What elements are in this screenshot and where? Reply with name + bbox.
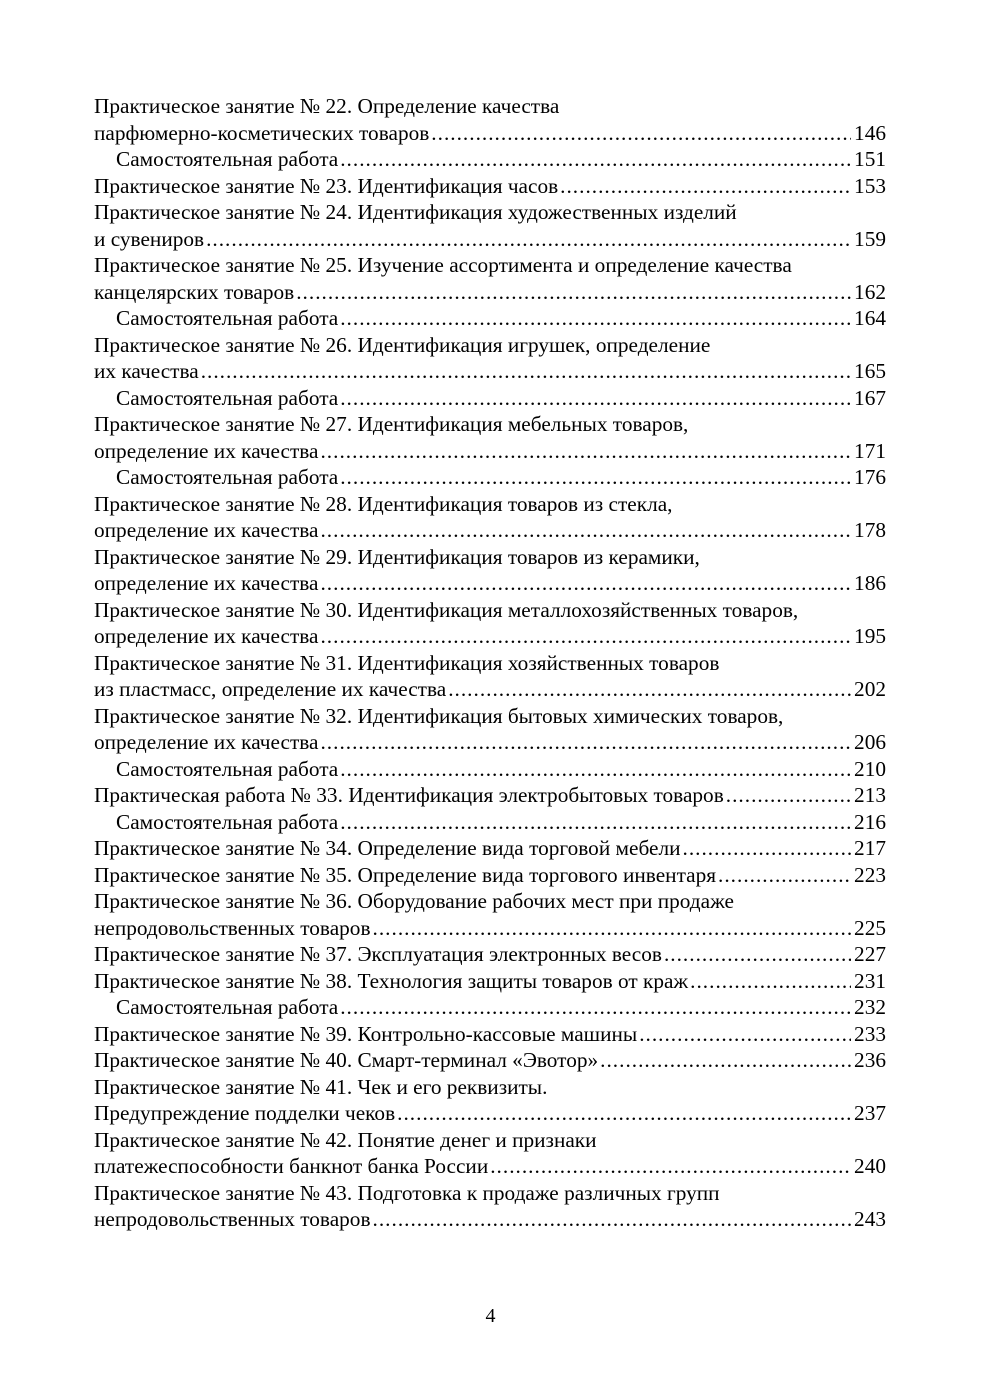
toc-subentry[interactable] — [94, 809, 886, 836]
toc-dot-leader — [320, 570, 851, 597]
toc-entry-line — [94, 173, 886, 200]
toc-entry[interactable] — [94, 1127, 886, 1180]
toc-entry-title: Самостоятельная работа — [116, 147, 339, 171]
toc-entry-line — [94, 305, 886, 332]
toc-entry-line — [94, 862, 886, 889]
toc-entry[interactable] — [94, 650, 886, 703]
toc-dot-leader — [448, 676, 851, 703]
toc-entry-title: Практическое занятие № 31. Идентификация хозяйственных товаров — [94, 650, 720, 675]
toc-entry-line — [94, 1021, 886, 1048]
toc-entry-title: Практическое занятие № 32. Идентификация бытовых химических товаров, — [94, 703, 784, 728]
toc-entry-line — [94, 1206, 886, 1233]
toc-entry[interactable] — [94, 703, 886, 756]
toc-dot-leader — [206, 226, 851, 253]
toc-entry-line — [94, 1074, 886, 1101]
toc-entry-title: определение их качества — [94, 518, 319, 542]
toc-entry-title: Самостоятельная работа — [116, 809, 339, 834]
toc-dot-leader — [340, 756, 851, 783]
toc-entry-title: Практическое занятие № 26. Идентификация игрушек, определение — [94, 332, 711, 357]
toc-entry-title: Предупреждение подделки чеков — [94, 1101, 396, 1125]
toc-entry-line — [94, 1127, 886, 1154]
toc-entry-line — [94, 597, 886, 624]
toc-page-number: 243 — [854, 1207, 886, 1231]
table-of-contents — [94, 93, 886, 1233]
toc-entry-title: Практическая работа № 33. Идентификация электробытовых товаров — [94, 783, 724, 807]
toc-dot-leader — [340, 305, 851, 332]
toc-entry[interactable] — [94, 888, 886, 941]
toc-entry-line — [94, 93, 886, 120]
toc-dot-leader — [664, 941, 851, 968]
toc-subentry[interactable] — [94, 385, 886, 412]
toc-subentry[interactable] — [94, 994, 886, 1021]
toc-entry[interactable] — [94, 862, 886, 889]
toc-entry-title: Самостоятельная работа — [116, 306, 339, 330]
toc-page-number: 232 — [854, 995, 886, 1019]
toc-page-number: 231 — [854, 968, 886, 993]
toc-entry-line — [94, 1153, 886, 1180]
toc-dot-leader — [397, 1100, 851, 1127]
toc-entry-line — [94, 332, 886, 359]
toc-subentry[interactable] — [94, 305, 886, 332]
toc-dot-leader — [340, 809, 851, 836]
toc-page-number: 146 — [854, 120, 886, 145]
toc-entry-title: Практическое занятие № 34. Определение вида торговой мебели — [94, 836, 681, 860]
toc-entry-title: Самостоятельная работа — [116, 756, 339, 781]
toc-entry-title: Самостоятельная работа — [116, 995, 339, 1019]
toc-page-number: 186 — [854, 571, 886, 595]
toc-page-number: 225 — [854, 915, 886, 940]
toc-entry-line — [94, 782, 886, 809]
toc-entry-title: Практическое занятие № 30. Идентификация металлохозяйственных товаров, — [94, 597, 799, 622]
toc-entry-line — [94, 120, 886, 147]
toc-entry-line — [94, 1100, 886, 1127]
toc-entry[interactable] — [94, 491, 886, 544]
toc-entry-line — [94, 279, 886, 306]
toc-entry-title: непродовольственных товаров — [94, 915, 371, 940]
toc-entry[interactable] — [94, 1180, 886, 1233]
toc-page-number: 164 — [854, 306, 886, 330]
toc-dot-leader — [490, 1153, 851, 1180]
toc-subentry[interactable] — [94, 146, 886, 173]
toc-entry-line — [94, 729, 886, 756]
toc-entry-title: Практическое занятие № 38. Технология защиты товаров от краж — [94, 968, 689, 993]
toc-entry-title: платежеспособности банкнот банка России — [94, 1154, 489, 1178]
toc-dot-leader — [683, 835, 852, 862]
toc-entry[interactable] — [94, 1047, 886, 1074]
toc-entry-line — [94, 252, 886, 279]
toc-page-number: 159 — [854, 226, 886, 251]
toc-entry-title: определение их качества — [94, 624, 319, 648]
toc-dot-leader — [340, 385, 851, 412]
toc-entry-title: Практическое занятие № 41. Чек и его реквизиты. — [94, 1074, 548, 1099]
toc-entry[interactable] — [94, 782, 886, 809]
toc-dot-leader — [340, 994, 851, 1021]
toc-page-number: 202 — [854, 677, 886, 701]
toc-entry-title: Практическое занятие № 22. Определение качества — [94, 94, 560, 118]
toc-page-number: 151 — [854, 147, 886, 171]
toc-entry-title: из пластмасс, определение их качества — [94, 677, 447, 701]
toc-entry[interactable] — [94, 252, 886, 305]
toc-entry-title: Практическое занятие № 29. Идентификация товаров из керамики, — [94, 544, 700, 569]
toc-entry-title: Практическое занятие № 35. Определение вида торгового инвентаря — [94, 862, 717, 887]
toc-dot-leader — [340, 464, 851, 491]
toc-entry-title: парфюмерно-косметических товаров — [94, 120, 430, 145]
toc-page-number: 176 — [854, 465, 886, 489]
toc-dot-leader — [718, 862, 851, 889]
toc-subentry[interactable] — [94, 756, 886, 783]
toc-entry-line — [94, 570, 886, 597]
toc-entry-line — [94, 146, 886, 173]
toc-page-number: 233 — [854, 1021, 886, 1046]
toc-dot-leader — [373, 915, 852, 942]
toc-page-number: 236 — [854, 1048, 886, 1072]
toc-entry[interactable] — [94, 173, 886, 200]
toc-entry-line — [94, 199, 886, 226]
toc-entry-title: Практическое занятие № 23. Идентификация часов — [94, 173, 559, 198]
toc-entry-line — [94, 809, 886, 836]
toc-page-number: 216 — [854, 809, 886, 834]
toc-entry-line — [94, 1047, 886, 1074]
toc-entry-title: определение их качества — [94, 571, 319, 595]
toc-entry-line — [94, 650, 886, 677]
page-number: 4 — [485, 1305, 496, 1327]
toc-entry-line — [94, 835, 886, 862]
toc-entry[interactable] — [94, 835, 886, 862]
toc-dot-leader — [320, 517, 851, 544]
toc-dot-leader — [726, 782, 851, 809]
toc-entry[interactable] — [94, 411, 886, 464]
toc-dot-leader — [340, 146, 851, 173]
toc-page-number: 206 — [854, 730, 886, 754]
toc-entry-title: и сувениров — [94, 226, 205, 251]
toc-dot-leader — [320, 623, 851, 650]
toc-dot-leader — [373, 1206, 852, 1233]
toc-entry[interactable] — [94, 93, 886, 146]
toc-entry-title: Практическое занятие № 37. Эксплуатация электронных весов — [94, 942, 662, 966]
toc-entry[interactable] — [94, 968, 886, 995]
toc-dot-leader — [639, 1021, 851, 1048]
toc-entry-line — [94, 703, 886, 730]
toc-entry-title: Практическое занятие № 24. Идентификация художественных изделий — [94, 200, 737, 224]
toc-entry-title: Практическое занятие № 42. Понятие денег и признаки — [94, 1127, 597, 1152]
toc-entry-line — [94, 411, 886, 438]
toc-entry-title: определение их качества — [94, 438, 319, 463]
toc-entry[interactable] — [94, 1021, 886, 1048]
toc-entry-title: Практическое занятие № 28. Идентификация товаров из стекла, — [94, 491, 673, 516]
toc-page-number: 227 — [854, 942, 886, 966]
toc-dot-leader — [320, 729, 851, 756]
toc-entry-line — [94, 676, 886, 703]
toc-entry-line — [94, 888, 886, 915]
toc-entry[interactable] — [94, 1074, 886, 1127]
toc-entry-line — [94, 226, 886, 253]
toc-page-number: 240 — [854, 1154, 886, 1178]
toc-entry-line — [94, 544, 886, 571]
toc-dot-leader — [201, 358, 851, 385]
toc-entry[interactable] — [94, 199, 886, 252]
toc-entry-line — [94, 623, 886, 650]
toc-entry-line — [94, 358, 886, 385]
toc-dot-leader — [320, 438, 851, 465]
toc-dot-leader — [600, 1047, 851, 1074]
toc-page-number: 167 — [854, 385, 886, 410]
toc-entry-title: Практическое занятие № 27. Идентификация мебельных товаров, — [94, 412, 689, 436]
toc-subentry[interactable] — [94, 464, 886, 491]
toc-entry-title: Практическое занятие № 40. Смарт-терминал «Эвотор» — [94, 1048, 599, 1072]
toc-dot-leader — [431, 120, 851, 147]
toc-entry-line — [94, 756, 886, 783]
toc-page-number: 213 — [854, 783, 886, 807]
toc-dot-leader — [560, 173, 851, 200]
toc-entry-title: определение их качества — [94, 730, 319, 754]
toc-entry[interactable] — [94, 544, 886, 597]
toc-entry-title: Практическое занятие № 39. Контрольно-кассовые машины — [94, 1021, 638, 1046]
toc-entry-line — [94, 438, 886, 465]
toc-entry-title: Самостоятельная работа — [116, 385, 339, 410]
toc-entry-line — [94, 1180, 886, 1207]
toc-entry-title: непродовольственных товаров — [94, 1207, 371, 1231]
toc-page-number: 162 — [854, 279, 886, 304]
toc-entry-title: Практическое занятие № 36. Оборудование рабочих мест при продаже — [94, 889, 734, 913]
toc-entry[interactable] — [94, 597, 886, 650]
toc-entry-title: Самостоятельная работа — [116, 465, 339, 489]
toc-entry[interactable] — [94, 332, 886, 385]
toc-entry-title: Практическое занятие № 25. Изучение ассортимента и определение качества — [94, 253, 792, 277]
toc-entry-line — [94, 915, 886, 942]
toc-entry[interactable] — [94, 941, 886, 968]
toc-entry-line — [94, 517, 886, 544]
toc-entry-line — [94, 994, 886, 1021]
toc-entry-line — [94, 385, 886, 412]
toc-page-number: 223 — [854, 862, 886, 887]
toc-page-number: 165 — [854, 359, 886, 383]
toc-entry-line — [94, 941, 886, 968]
toc-entry-title: Практическое занятие № 43. Подготовка к продаже различных групп — [94, 1180, 720, 1205]
toc-page-number: 195 — [854, 624, 886, 648]
toc-page-number: 210 — [854, 756, 886, 781]
toc-entry-line — [94, 491, 886, 518]
toc-page-number: 178 — [854, 518, 886, 542]
toc-entry-title: канцелярских товаров — [94, 279, 295, 304]
toc-entry-line — [94, 968, 886, 995]
toc-page-number: 153 — [854, 173, 886, 198]
toc-page-number: 237 — [854, 1101, 886, 1125]
toc-dot-leader — [296, 279, 851, 306]
toc-dot-leader — [690, 968, 851, 995]
toc-page-number: 171 — [854, 438, 886, 463]
toc-entry-title: их качества — [94, 359, 199, 383]
toc-entry-line — [94, 464, 886, 491]
toc-page-number: 217 — [854, 836, 886, 860]
